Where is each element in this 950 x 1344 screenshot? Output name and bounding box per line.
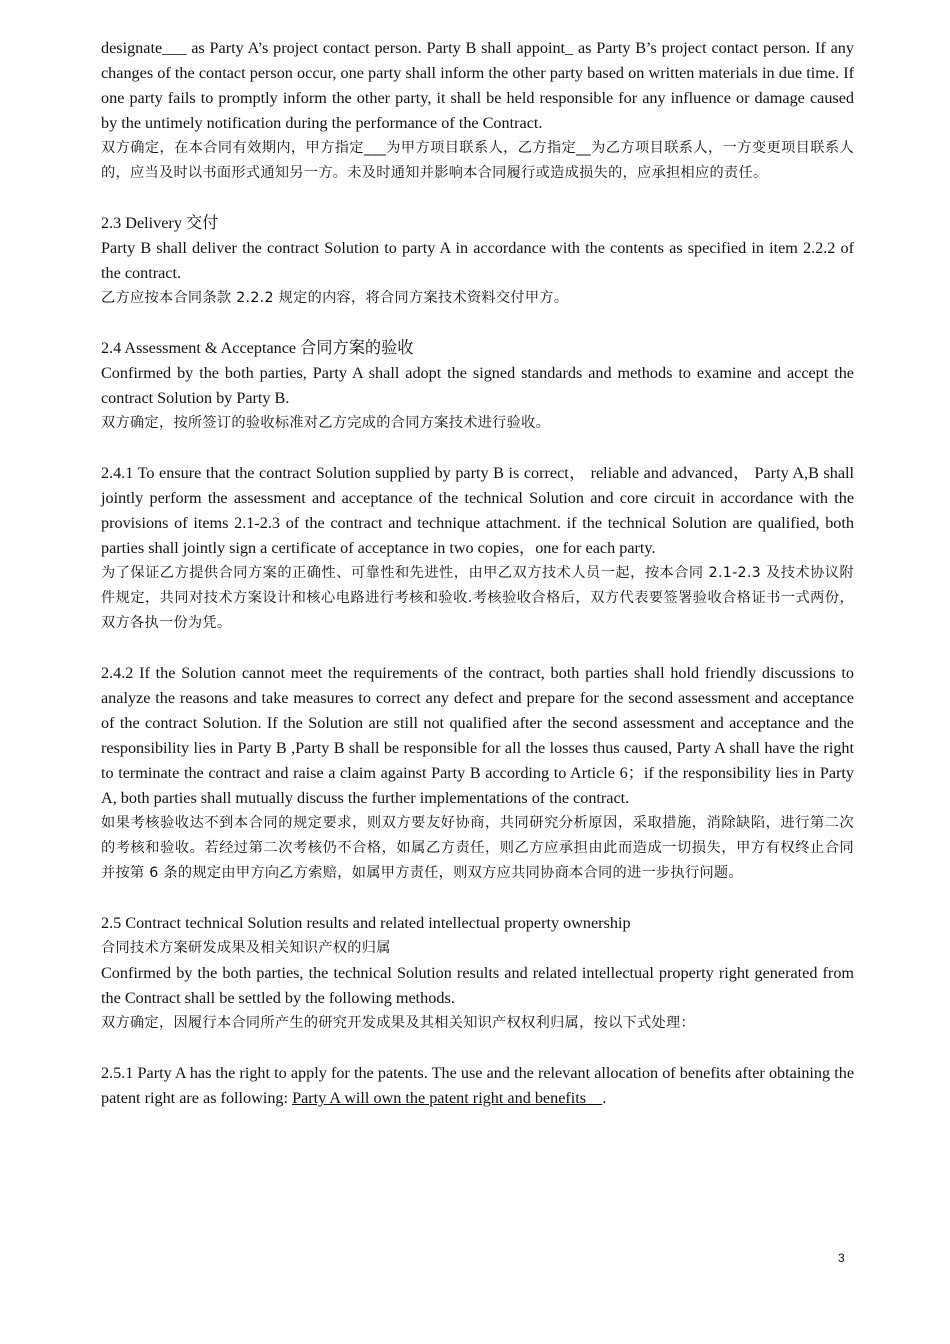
page-number: 3 xyxy=(838,1251,845,1265)
section-2-5-1-paragraph xyxy=(101,1061,854,1111)
acceptance-paragraph-zh: 双方确定，按所签订的验收标准对乙方完成的合同方案技术进行验收。 xyxy=(101,415,551,431)
document-page xyxy=(101,36,854,1111)
patent-right-underlined-text: Party A will own the patent right and benefits xyxy=(292,1089,603,1107)
section-2-4-1-paragraph-zh: 为了保证乙方提供合同方案的正确性、可靠性和先进性，由甲乙双方技术人员一起，按本合同 2.1-2.3 及技术协议附件规定，共同对技术方案设计和核心电路进行考核和验收.考核验收合格后，双方代表要签署验收合格证书一式两份，双方各执一份为凭。 xyxy=(101,565,854,631)
section-2-5-1-text: 2.5.1 Party A has the right to apply for the patents. The use and the relevant allocation of benefits after obtaining the patent right are as following: xyxy=(101,1064,854,1107)
section-2-3-heading: 2.3 Delivery 交付 xyxy=(101,214,219,232)
delivery-paragraph-en: Party B shall deliver the contract Solution to party A in accordance with the contents as specified in item 2.2.2 of the contract. xyxy=(101,239,854,282)
contact-person-paragraph-zh: 双方确定，在本合同有效期内，甲方指定___为甲方项目联系人，乙方指定__为乙方项目联系人，一方变更项目联系人的，应当及时以书面形式通知另一方。未及时通知并影响本合同履行或造成损失的，应承担相应的责任。 xyxy=(101,140,854,181)
section-2-5-1-period: . xyxy=(602,1089,607,1107)
contact-person-paragraph-en: designate___ as Party A’s project contact person. Party B shall appoint_ as Party B’s project contact person. If any changes of the contact person occur, one party shall inform the other party based on written materials in due time. If one party fails to promptly inform the other party, it shall be held responsible for any influence or damage caused by the untimely notification during the performance of the Contract. xyxy=(101,39,854,132)
ip-ownership-paragraph-en: Confirmed by the both parties, the technical Solution results and related intellectual property right generated from the Contract shall be settled by the following methods. xyxy=(101,964,854,1007)
acceptance-paragraph-en: Confirmed by the both parties, Party A shall adopt the signed standards and methods to examine and accept the contract Solution by Party B. xyxy=(101,364,854,407)
section-2-4-heading: 2.4 Assessment & Acceptance 合同方案的验收 xyxy=(101,339,414,357)
section-2-4-2-paragraph-zh: 如果考核验收达不到本合同的规定要求，则双方要友好协商，共同研究分析原因，采取措施，消除缺陷，进行第二次的考核和验收。若经过第二次考核仍不合格，如属乙方责任，则乙方应承担由此而造成一切损失，甲方有权终止合同并按第 6 条的规定由甲方向乙方索赔，如属甲方责任，则双方应共同协商本合同的进一步执行问题。 xyxy=(101,815,854,881)
section-2-5-heading-zh: 合同技术方案研发成果及相关知识产权的归属 xyxy=(101,940,391,956)
section-2-4-1-paragraph-en: 2.4.1 To ensure that the contract Solution supplied by party B is correct， reliable and advanced， Party A,B shall jointly perform the assessment and acceptance of the technical Solution and core circuit in accordance with the provisions of items 2.1-2.3 of the contract and technique attachment. if the technical Solution are qualified, both parties shall jointly sign a certificate of acceptance in two copies，one for each party. xyxy=(101,464,854,557)
section-2-5-heading: 2.5 Contract technical Solution results and related intellectual property ownership xyxy=(101,914,631,932)
delivery-paragraph-zh: 乙方应按本合同条款 2.2.2 规定的内容，将合同方案技术资料交付甲方。 xyxy=(101,290,569,306)
ip-ownership-paragraph-zh: 双方确定，因履行本合同所产生的研究开发成果及其相关知识产权权利归属，按以下式处理： xyxy=(101,1015,695,1031)
section-2-4-2-paragraph-en: 2.4.2 If the Solution cannot meet the requirements of the contract, both parties shall hold friendly discussions to analyze the reasons and take measures to correct any defect and prepare for the second assessment and acceptance of the contract Solution. If the Solution are still not qualified after the second assessment and acceptance and the responsibility lies in Party B ,Party B shall be responsible for all the losses thus caused, Party A shall have the right to terminate the contract and raise a claim against Party B according to Article 6；if the responsibility lies in Party A, both parties shall mutually discuss the further implementations of the contract. xyxy=(101,664,854,807)
